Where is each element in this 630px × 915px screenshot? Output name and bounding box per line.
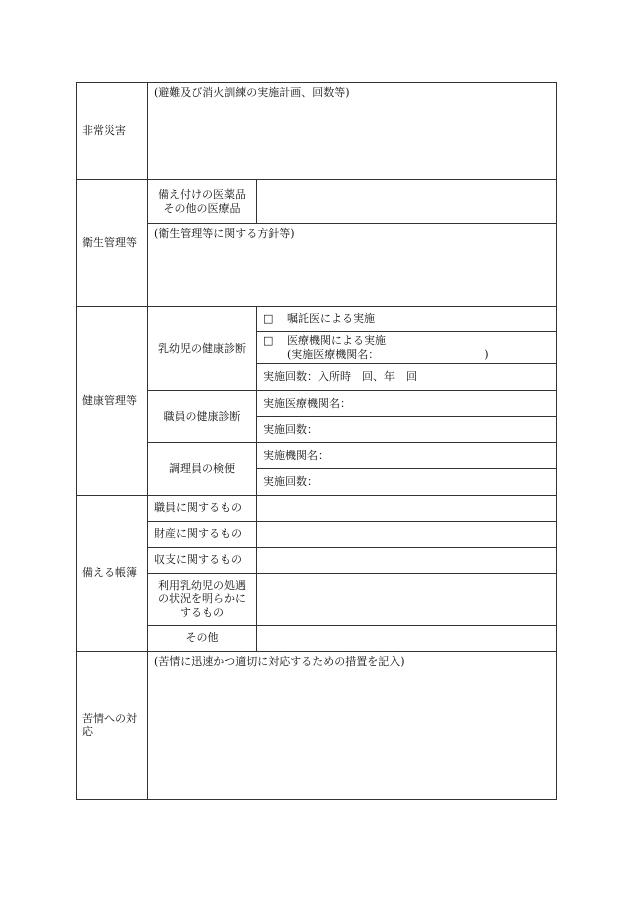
emergency-heading: 非常災害 [77, 83, 148, 180]
ledger-property-label: 財産に関するもの [148, 521, 257, 547]
checkbox-icon[interactable]: □ [263, 334, 274, 348]
ledger-income-field[interactable] [257, 547, 557, 573]
cook-stool-test-label: 調理員の検便 [148, 443, 257, 495]
complaints-heading-line1: 苦情への対 [82, 711, 137, 725]
ledger-welfare-line1: 利用乳幼児の処遇 [158, 578, 246, 592]
ledger-property-field[interactable] [257, 521, 557, 547]
option-medical-line1: 医療機関による実施 [287, 334, 386, 348]
checkbox-icon[interactable]: □ [263, 312, 274, 326]
supplies-field[interactable] [257, 180, 557, 224]
ledger-income-label: 収支に関するもの [148, 547, 257, 573]
ledger-staff-field[interactable] [257, 495, 557, 521]
close-paren: ) [484, 347, 489, 361]
complaints-note: (苦情に迅速かつ適切に対応するための措置を記入) [154, 654, 405, 668]
emergency-field[interactable] [148, 83, 557, 180]
staff-institution-field[interactable]: 実施医療機関名： [257, 391, 557, 417]
ledger-welfare-line2: の状況を明らかに [158, 592, 246, 606]
infant-checkup-label: 乳幼児の健康診断 [148, 307, 257, 391]
health-heading: 健康管理等 [77, 307, 148, 495]
cook-count-field[interactable]: 実施回数： [257, 469, 557, 495]
ledgers-heading: 備える帳簿 [77, 495, 148, 651]
complaints-heading-line2: 応 [82, 725, 93, 739]
ledger-other-label: その他 [148, 625, 257, 651]
option-medical-institution[interactable] [257, 332, 557, 364]
ledger-other-field[interactable] [257, 625, 557, 651]
supplies-label [148, 180, 257, 224]
supplies-label-line1: 備え付けの医薬品 [158, 187, 246, 201]
staff-checkup-label: 職員の健康診断 [148, 391, 257, 443]
option-contract-doctor-label: 嘱託医による実施 [287, 312, 375, 326]
ledger-staff-label: 職員に関するもの [148, 495, 257, 521]
hygiene-heading: 衛生管理等 [77, 180, 148, 307]
hygiene-note: (衛生管理等に関する方針等) [154, 227, 295, 241]
infant-checkup-count[interactable]: 実施回数：入所時 回、年 回 [257, 364, 557, 391]
option-medical-institution-label [287, 334, 489, 362]
ledger-welfare-line3: するもの [180, 606, 224, 619]
ledger-welfare-field[interactable] [257, 573, 557, 625]
supplies-label-line2: その他の医療品 [163, 201, 241, 215]
emergency-note: (避難及び消火訓練の実施計画、回数等) [154, 86, 350, 99]
staff-count-field[interactable]: 実施回数： [257, 417, 557, 443]
complaints-heading [77, 651, 148, 799]
complaints-field[interactable] [148, 651, 557, 799]
option-medical-line2: (実施医療機関名： [287, 347, 380, 361]
ledger-welfare-label [148, 573, 257, 625]
option-contract-doctor[interactable] [257, 307, 557, 332]
hygiene-policy-field[interactable] [148, 224, 557, 307]
facility-form-table [76, 82, 557, 800]
cook-institution-field[interactable]: 実施機関名： [257, 443, 557, 469]
